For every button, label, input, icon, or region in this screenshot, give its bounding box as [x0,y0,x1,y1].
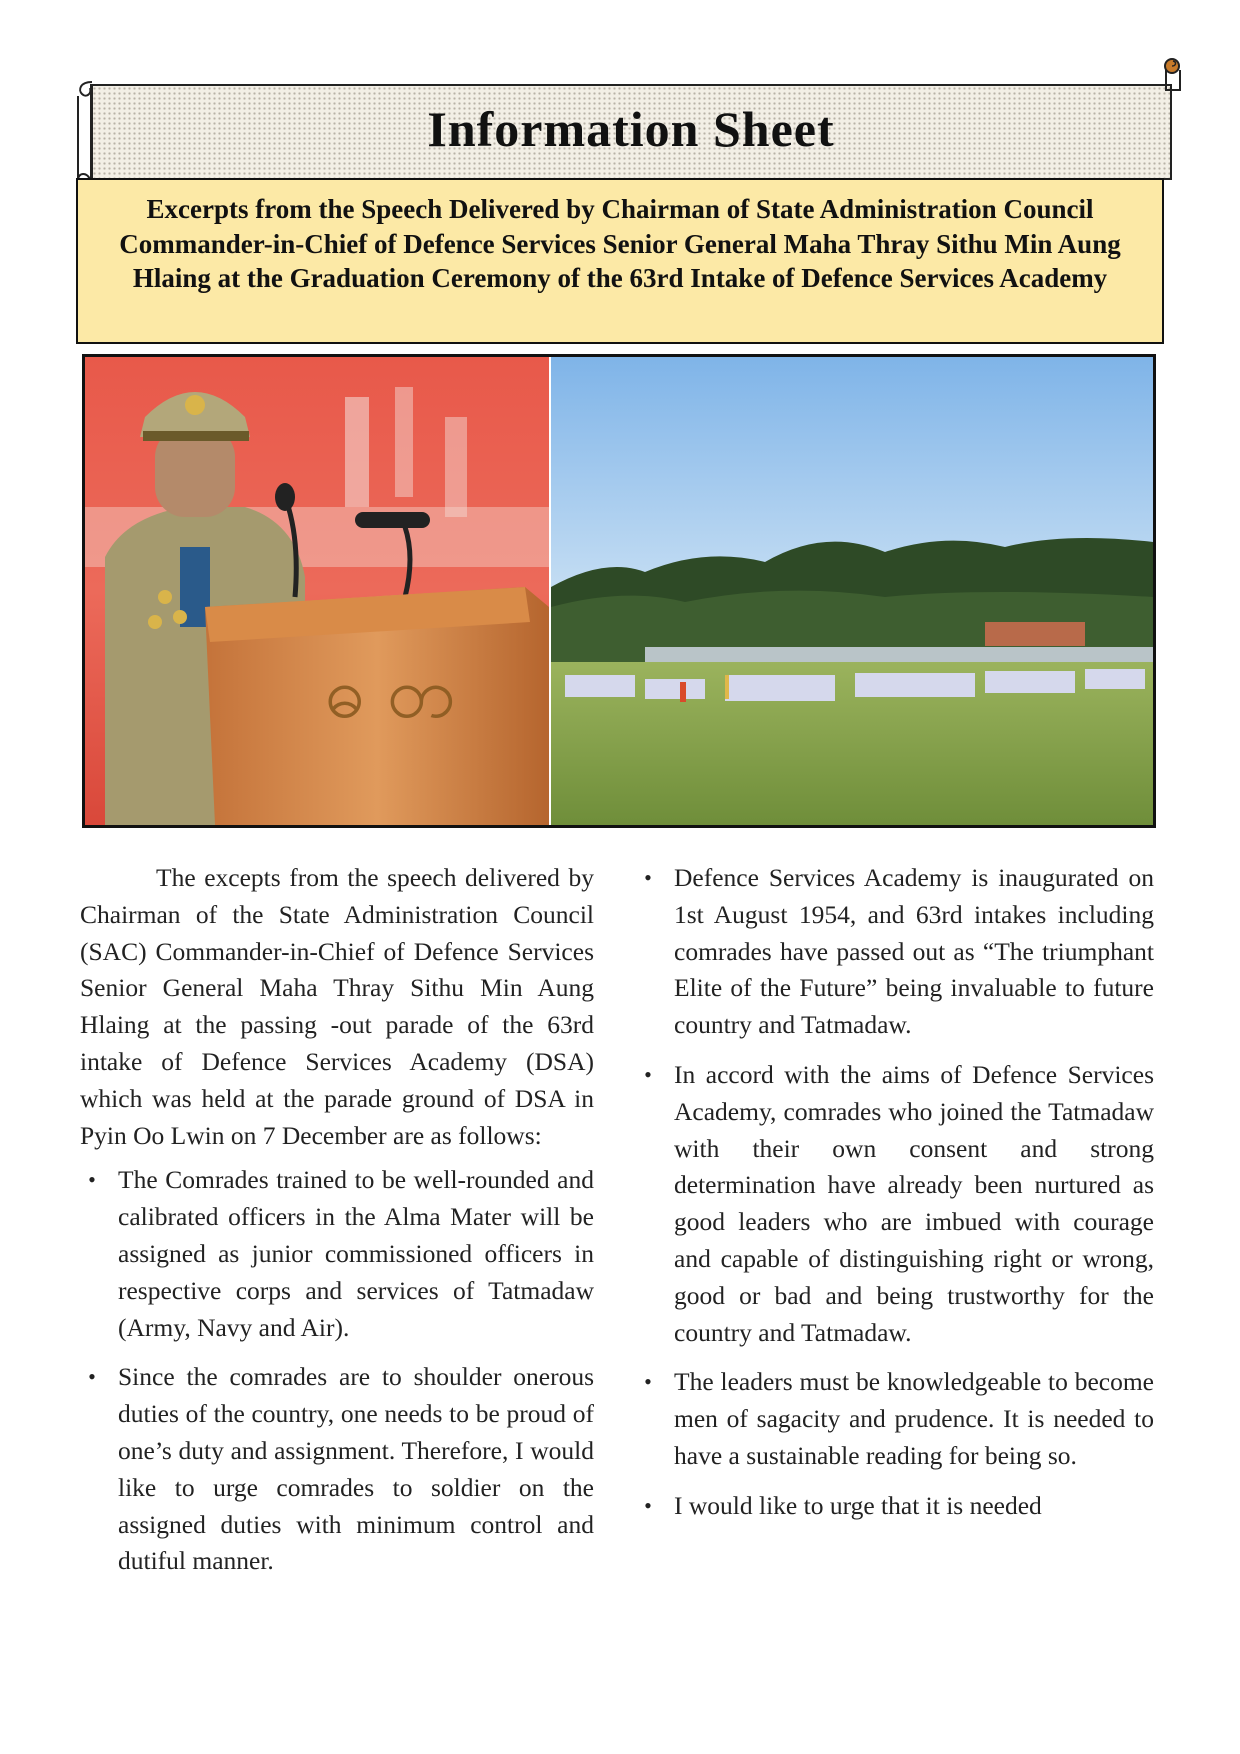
bullet-icon: • [88,1167,96,1193]
page-title: Information Sheet [427,101,835,157]
right-column [636,860,1154,1538]
photo-panel [82,354,1156,828]
list-item [636,1057,1154,1351]
scroll-curl-left-decoration [72,76,98,194]
list-item [636,860,1154,1044]
list-item [80,1162,594,1346]
parade-ground-photo [551,357,1153,825]
title-banner [90,84,1172,180]
right-bullet-list [636,860,1154,1525]
scroll-curl-right-decoration [1160,56,1186,96]
left-column [80,860,594,1593]
bullet-icon: • [644,1369,652,1395]
bullet-text: In accord with the aims of Defence Services Academy, comrades who joined the Tatmadaw with their own consent and strong determination have already been nurtured as good leaders who are imbued with courage and capable of distinguishing right or wrong, good or bad and being trustworthy for the country and Tatmadaw. [674,1059,1154,1347]
bullet-icon: • [644,865,652,890]
bullet-icon: • [644,1492,652,1518]
intro-paragraph: The excepts from the speech delivered by Chairman of the State Administration Council (SAC) Commander-in-Chief of Defence Services Senior General Maha Thray Sithu Min Aung Hlaing at the passing -out parade of the 63rd intake of Defence Services Academy (DSA) which was held at the parade ground of DSA in Pyin Oo Lwin on 7 December are as follows: [80,863,594,1150]
list-item [636,1488,1154,1525]
bullet-icon: • [88,1364,96,1390]
bullet-text: I would like to urge that it is needed [674,1490,1042,1520]
bullet-text: Defence Services Academy is inaugurated on 1st August 1954, and 63rd intakes including comrades have passed out as “The triumphant Elite of the Future” being invaluable to future country and Tatmadaw. [674,863,1154,1040]
speaker-photo [85,357,549,825]
list-item [636,1364,1154,1474]
subtitle-box [76,178,1164,344]
svg-text:ဓ တ: ဓ တ [325,652,455,734]
bullet-icon: • [644,1061,652,1087]
subtitle: Excerpts from the Speech Delivered by Chairman of State Administration Council Commander-in-Chief of Defence Services Senior General Maha Thray Sithu Min Aung Hlaing at the Graduation Ceremony of the 63rd Intake of Defence Services Academy [119,194,1121,293]
bullet-text: The leaders must be knowledgeable to become men of sagacity and prudence. It is needed to have a sustainable reading for being so. [674,1367,1154,1470]
bullet-text: The Comrades trained to be well-rounded and calibrated officers in the Alma Mater will be assigned as junior commissioned officers in respective corps and services of Tatmadaw (Army, Navy and Air). [118,1165,594,1342]
bullet-text: Since the comrades are to shoulder onerous duties of the country, one needs to be proud of one’s duty and assignment. Therefore, I would like to urge comrades to soldier on the assigned duties with minimum control and dutiful manner. [118,1362,594,1576]
left-bullet-list [80,1162,594,1580]
list-item [80,1359,594,1580]
